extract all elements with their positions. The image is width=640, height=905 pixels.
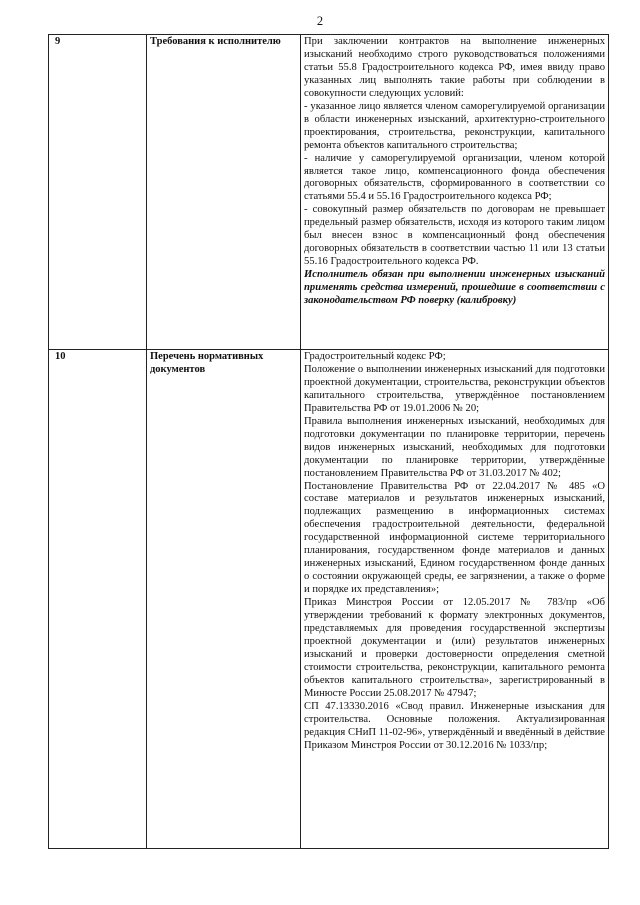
content-paragraph: Постановление Правительства РФ от 22.04.2017 № 485 «О составе материалов и результатов инженерных изысканий, подлежащих размещению в информационных системах обеспечения градостроительной деятельности, федеральной государственной информационной системе территориального планирования, государственном фонде материалов и данных инженерных изысканий, Едином государственном фонде данных о состоянии окружающей среды, ее загрязнении, а также о форме и порядке их представления»; bbox=[304, 480, 605, 596]
content-paragraph: Приказ Минстроя России от 12.05.2017 № 783/пр «Об утверждении требований к формату электронных документов, представляемых для проведения государственной экспертизы проектной документации и (или) результатов инженерных изысканий и проверки достоверности определения сметной стоимости строительства, реконструкции, капитального ремонта объектов капитального строительства», зарегистрированный в Минюсте России 25.08.2017 № 47947; bbox=[304, 597, 605, 699]
content-paragraph: Положение о выполнении инженерных изысканий для подготовки проектной документации, строительства, реконструкции объектов капитального строительства, утверждённое постановлением Правительства РФ от 19.01.2006 № 20; bbox=[304, 363, 605, 414]
row-number: 9 bbox=[49, 35, 147, 350]
row-content bbox=[301, 350, 609, 849]
content-paragraph: - совокупный размер обязательств по договорам не превышает предельный размер обязательств, исходя из которого таким лицом был внесен взнос в компенсационный фонд обеспечения договорных обязательств в соответствии частью 11 или 13 статьи 55.16 Градостроительного кодекса РФ. bbox=[304, 204, 605, 268]
table-row bbox=[49, 35, 609, 350]
row-title: Требования к исполнителю bbox=[147, 35, 301, 350]
content-paragraph: - наличие у саморегулируемой организации, членом которой является такое лицо, компенсационного фонда обеспечения договорных обязательств, сформированного в соответствии со статьями 55.4 и 55.16 Градостроительного кодекса РФ; bbox=[304, 152, 605, 203]
page-number: 2 bbox=[316, 14, 324, 28]
content-paragraph: При заключении контрактов на выполнение инженерных изысканий необходимо строго руководствоваться положениями статьи 55.8 Градостроительного кодекса РФ, имея ввиду право указанных лиц выполнять такие работы при соблюдении в совокупности следующих условий: bbox=[304, 36, 605, 99]
row-title: Перечень нормативных документов bbox=[147, 350, 301, 849]
content-paragraph: СП 47.13330.2016 «Свод правил. Инженерные изыскания для строительства. Основные положения. Актуализированная редакция СНиП 11-02-96», утверждённый и введённый в действие Приказом Минстроя России от 30.12.2016 № 1033/пр; bbox=[304, 700, 605, 751]
content-paragraph: Градостроительный кодекс РФ; bbox=[304, 351, 446, 362]
content-paragraph: Правила выполнения инженерных изысканий, необходимых для подготовки документации по планировке территории, перечень видов инженерных изысканий, необходимых для подготовки документации по планировке территории, утверждённые постановлением Правительства РФ от 31.03.2017 № 402; bbox=[304, 415, 605, 479]
row-content bbox=[301, 35, 609, 350]
table-row bbox=[49, 350, 609, 849]
row-number: 10 bbox=[49, 350, 147, 849]
emphasis-paragraph: Исполнитель обязан при выполнении инженерных изысканий применять средства измерений, прошедшие в соответствии с законодательством РФ поверку (калибровку) bbox=[304, 269, 605, 307]
content-paragraph: - указанное лицо является членом саморегулируемой организации в области инженерных изысканий, архитектурно-строительного проектирования, строительства, реконструкции, капитального ремонта объектов капитального строительства; bbox=[304, 100, 605, 151]
requirements-table bbox=[48, 34, 609, 849]
